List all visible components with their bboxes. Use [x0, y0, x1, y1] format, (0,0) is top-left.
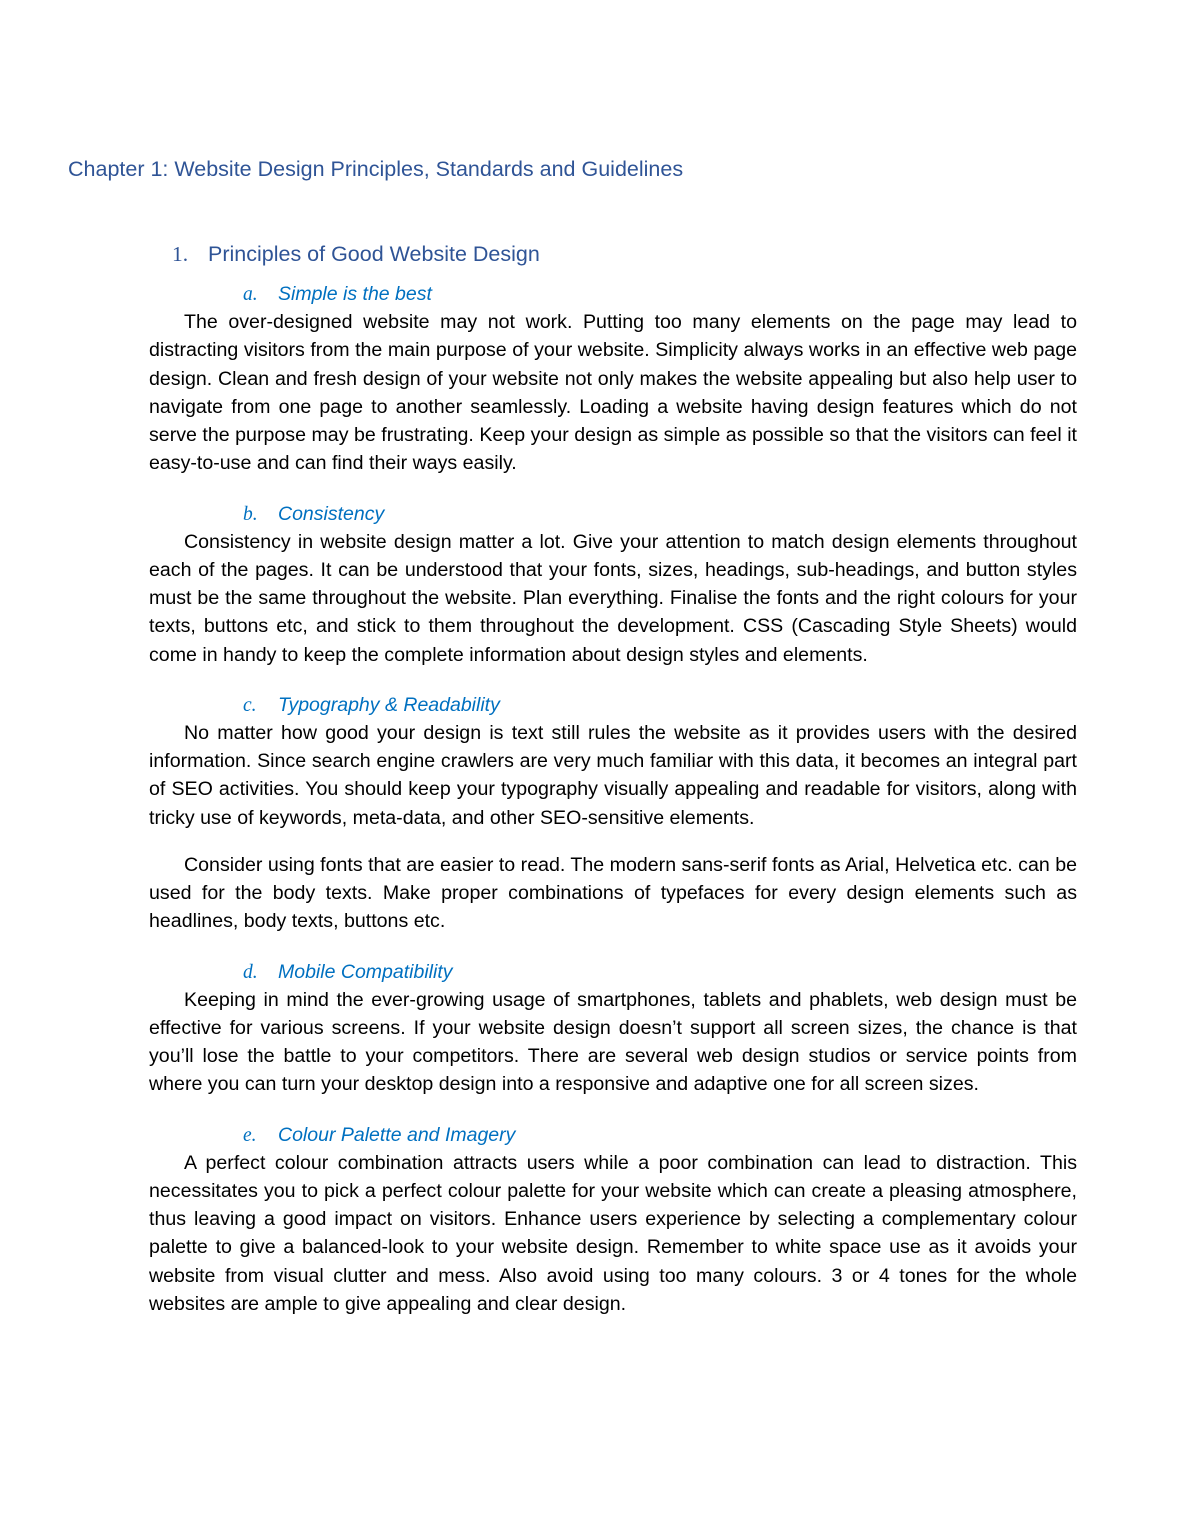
subsection-letter: b. [243, 503, 258, 525]
paragraph-consistency: Consistency in website design matter a lot. Give your attention to match design elements throughout each of the pages. It can be understood that your fonts, sizes, headings, sub-headings, and button styles must be the same throughout the website. Plan everything. Finalise the fonts and the right colours for your texts, buttons etc, and stick to them throughout the development. CSS (Cascading Style Sheets) would come in handy to keep the complete information about design styles and elements. [149, 530, 1077, 666]
subsection-heading-simple [149, 280, 1077, 308]
paragraph-simple: The over-designed website may not work. Putting too many elements on the page may lead to distracting visitors from the main purpose of your website. Simplicity always works in an effective web page design. Clean and fresh design of your website not only makes the website appealing but also help user to navigate from one page to another seamlessly. Loading a website having design features which do not serve the purpose may be frustrating. Keep your design as simple as possible so that the visitors can feel it easy-to-use and can find their ways easily. [149, 311, 1077, 475]
paragraph-typography-1: No matter how good your design is text still rules the website as it provides users with the desired information. Since search engine crawlers are very much familiar with this data, it becomes an integral part of SEO activities. You should keep your typography visually appealing and readable for visitors, along with tricky use of keywords, meta-data, and other SEO-sensitive elements. [149, 721, 1077, 829]
subsection-letter: e. [243, 1124, 257, 1146]
subsection-heading-colour [149, 1121, 1077, 1149]
subsection-letter: a. [243, 284, 258, 305]
subsection-title: Mobile Compatibility [278, 960, 453, 983]
subsection-heading-mobile [149, 958, 1077, 986]
section-title: Principles of Good Website Design [208, 242, 540, 266]
subsection-title: Simple is the best [278, 283, 432, 305]
subsection-title: Typography & Readability [278, 693, 500, 716]
document-body [149, 280, 1077, 1318]
section-number: 1. [172, 242, 189, 266]
paragraph-colour: A perfect colour combination attracts users while a poor combination can lead to distraction. This necessitates you to pick a perfect colour palette for your website which can create a pleasing atmosphere, thus leaving a good impact on visitors. Enhance users experience by selecting a complementary colour palette to give a balanced-look to your website design. Remember to white space use as it avoids your website from visual clutter and mess. Also avoid using too many colours. 3 or 4 tones for the whole websites are ample to give appealing and clear design. [149, 1151, 1077, 1315]
chapter-title: Chapter 1: Website Design Principles, Standards and Guidelines [68, 157, 684, 181]
section-heading [172, 242, 540, 267]
subsection-heading-consistency [149, 500, 1077, 528]
paragraph-typography-2: Consider using fonts that are easier to read. The modern sans-serif fonts as Arial, Helvetica etc. can be used for the body texts. Make proper combinations of typefaces for every design elements such as headlines, body texts, buttons etc. [149, 853, 1077, 933]
subsection-letter: c. [243, 694, 257, 716]
subsection-title: Consistency [278, 502, 385, 525]
subsection-heading-typography [149, 691, 1077, 719]
subsection-title: Colour Palette and Imagery [278, 1123, 516, 1146]
subsection-letter: d. [243, 961, 258, 983]
paragraph-mobile: Keeping in mind the ever-growing usage of smartphones, tablets and phablets, web design must be effective for various screens. If your website design doesn’t support all screen sizes, the chance is that you’ll lose the battle to your competitors. There are several web design studios or service points from where you can turn your desktop design into a responsive and adaptive one for all screen sizes. [149, 988, 1077, 1096]
